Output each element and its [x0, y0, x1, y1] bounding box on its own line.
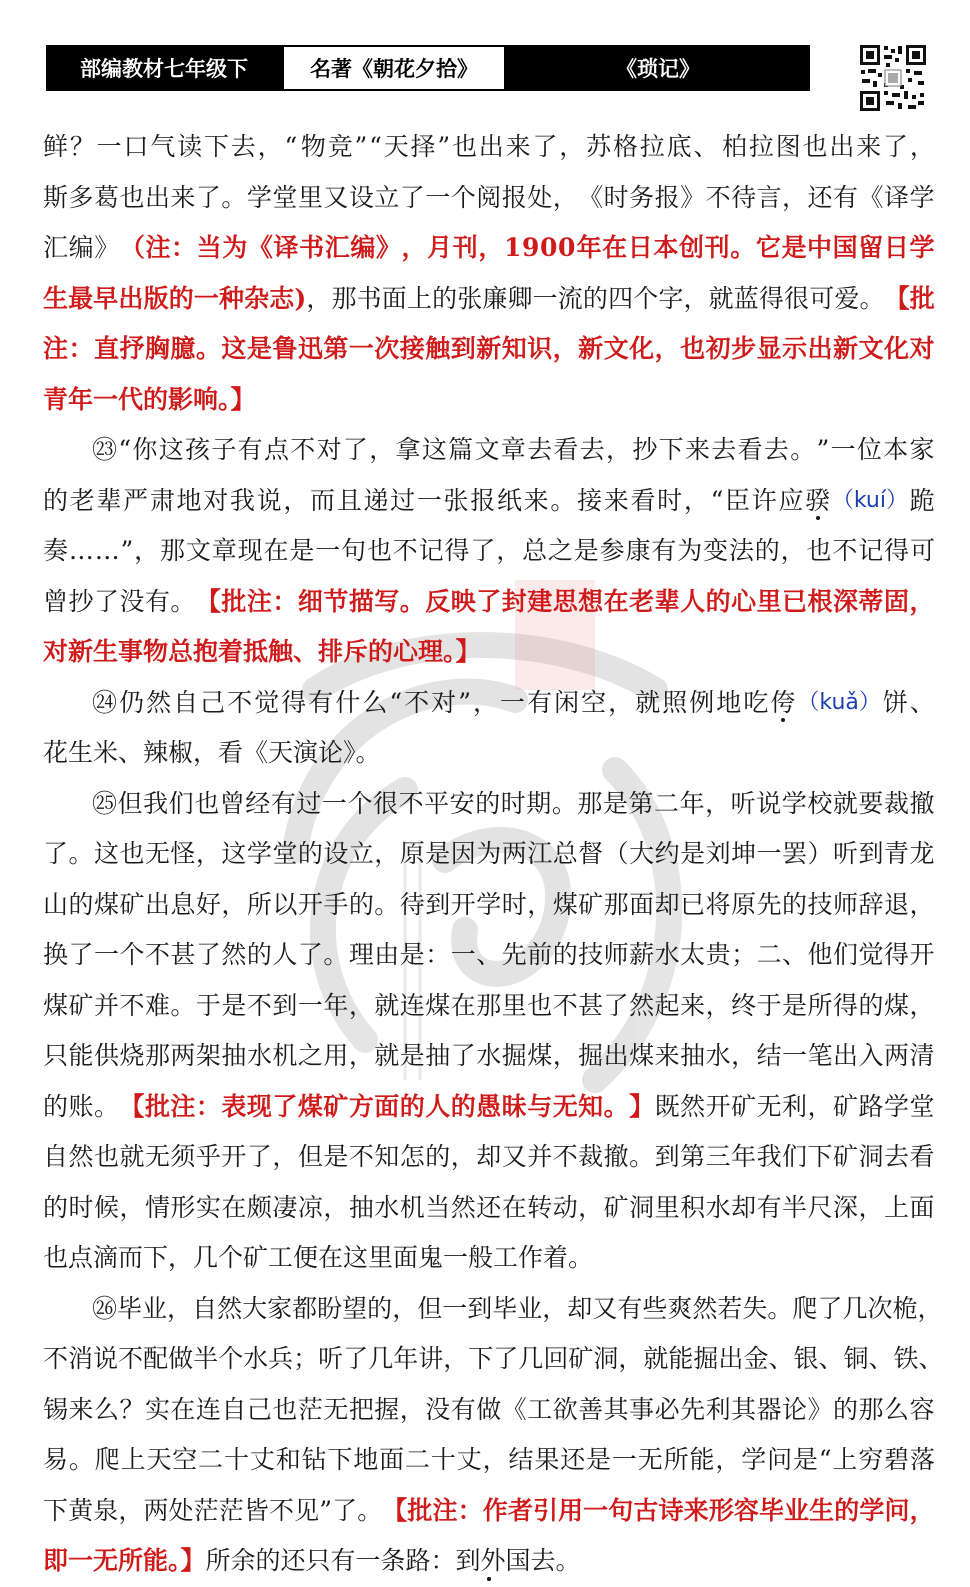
text-line: 注 ： 直 抒 胸 臆 。 这 是 鲁 迅 第 一 次 接 触 到 新 知 识 ， 新 文 化 ， 也 初 步 显 示 出 新 文 化 对: [43, 334, 935, 363]
body-text: 花生米、辣椒，看《天演论》。: [43, 738, 381, 767]
text-line: 奏 … … ” ， 那 文 章 现 在 是 一 句 也 不 记 得 了 ， 总 之 是 参 康 有 为 变 法 的 ， 也 不 记 得 可: [43, 536, 935, 565]
annotation-text: 对新生事物总抱着抵触、排斥的心理。】: [43, 637, 481, 666]
text-line: [43, 1233, 935, 1284]
text-line: 的 账 。 【 批 注 ： 表 现 了 煤 矿 方 面 的 人 的 愚 昧 与 无 知 。 】 既 然 开 矿 无 利 ， 矿 路 学 堂: [43, 1091, 935, 1121]
text-line: 汇 编 》 （ 注 ： 当 为 《 译 书 汇 编 》 ， 月 刊 ， 1 9 0 0 年 在 日 本 创 刊 。 它 是 中 国 留 日 学: [43, 233, 935, 262]
qr-code-icon: [858, 43, 928, 113]
text-line: 生 最 早 出 版 的 一 种 杂 志 ) ， 那 书 面 上 的 张 廉 卿 一 流 的 四 个 字 ， 就 蓝 得 很 可 爱 。 【 批: [43, 283, 935, 313]
header-chapter: 《琐记》: [616, 56, 700, 81]
text-line: 曾 抄 了 没 有 。 【 批 注 ： 细 节 描 写 。 反 映 了 封 建 思 想 在 老 辈 人 的 心 里 已 根 深 蒂 固 ，: [43, 586, 935, 616]
text-line: 只 能 供 烧 那 两 架 抽 水 机 之 用 ， 就 是 抽 了 水 掘 煤 ， 掘 出 煤 来 抽 水 ， 结 一 笔 出 入 两 清: [43, 1041, 935, 1070]
text-line: ㉓ “ 你 这 孩 子 有 点 不 对 了 ， 拿 这 篇 文 章 去 看 去 ， 抄 下 来 去 看 去 。 ” 一 位 本 家: [92, 435, 935, 464]
text-line: 斯 多 葛 也 出 来 了 。 学 堂 里 又 设 立 了 一 个 阅 报 处 ， 《 时 务 报 》 不 待 言 ， 还 有 《 译 学: [43, 182, 935, 212]
text-line: [43, 728, 935, 779]
annotation-text: 即一无所能。】: [43, 1546, 206, 1575]
text-line: 的 时 候 ， 情 形 实 在 颇 凄 凉 ， 抽 水 机 当 然 还 在 转 动 ， 矿 洞 里 积 水 却 有 半 尺 深 ， 上 面: [43, 1192, 935, 1222]
header-bar: [46, 45, 810, 91]
body-text: 所余的还只有一条路：到外国去。: [205, 1546, 581, 1575]
text-line: [43, 375, 935, 426]
text-line: 换 了 一 个 不 甚 了 然 的 人 了 。 理 由 是 ： 一 、 先 前 的 技 师 薪 水 太 贵 ； 二 、 他 们 觉 得 开: [43, 940, 935, 969]
text-line: 鲜 ？ 一 口 气 读 下 去 ， “ 物 竞 ” “ 天 择 ” 也 出 来 了 ， 苏 格 拉 底 、 柏 拉 图 也 出 来 了 ，: [43, 132, 935, 161]
annotation-text: 青年一代的影响。】: [43, 384, 256, 414]
text-line: ㉕ 但 我 们 也 曾 经 有 过 一 个 很 不 平 安 的 时 期 。 那 是 第 二 年 ， 听 说 学 校 就 要 裁 撤: [92, 788, 935, 818]
text-line: 煤 矿 并 不 难 。 于 是 不 到 一 年 ， 就 连 煤 在 那 里 也 不 甚 了 然 起 来 ， 终 于 是 所 得 的 煤 ，: [43, 990, 935, 1020]
text-line: 山 的 煤 矿 出 息 好 ， 所 以 开 手 的 。 待 到 开 学 时 ， 煤 矿 那 面 却 已 将 原 先 的 技 师 辞 退 ，: [43, 889, 935, 919]
text-line: 自 然 也 就 无 须 乎 开 了 ， 但 是 不 知 怎 的 ， 却 又 并 不 裁 撤 。 到 第 三 年 我 们 下 矿 洞 去 看: [43, 1142, 935, 1171]
text-line: [43, 627, 935, 678]
text-line: ㉔ 仍 然 自 己 不 觉 得 有 什 么 “ 不 对 ” ， 一 有 闲 空 ， 就 照 例 地 吃 侉 （kuǎ） 饼 、: [43, 678, 935, 729]
header-book: 名著《朝花夕拾》: [282, 45, 506, 91]
text-line: 锡 来 么 ？ 实 在 连 自 己 也 茫 无 把 握 ， 没 有 做 《 工 欲 善 其 事 必 先 利 其 器 论 》 的 那 么 容: [43, 1394, 935, 1424]
header-grade: 部编教材七年级下: [80, 56, 248, 81]
text-line: 下 黄 泉 ， 两 处 茫 茫 皆 不 见 ” 了 。 【 批 注 ： 作 者 引 用 一 句 古 诗 来 形 容 毕 业 生 的 学 问 ，: [43, 1495, 935, 1525]
text-line: ㉖ 毕 业 ， 自 然 大 家 都 盼 望 的 ， 但 一 到 毕 业 ， 却 又 有 些 爽 然 若 失 。 爬 了 几 次 桅 ，: [92, 1293, 943, 1323]
document-body: [43, 122, 944, 1587]
text-line: 的 老 辈 严 肃 地 对 我 说 ， 而 且 递 过 一 张 报 纸 来 。 接 来 看 时 ， “ 臣 许 应 骙 （kuí） 跪: [43, 476, 935, 527]
text-line: 不 消 说 不 配 做 半 个 水 兵 ； 听 了 几 年 讲 ， 下 了 几 回 矿 洞 ， 就 能 掘 出 金 、 银 、 铜 、 铁 、: [43, 1344, 944, 1373]
body-text: 也点滴而下，几个矿工便在这里面鬼一般工作着。: [43, 1243, 594, 1272]
text-line: 易 。 爬 上 天 空 二 十 丈 和 钻 下 地 面 二 十 丈 ， 结 果 还 是 一 无 所 能 ， 学 问 是 “ 上 穷 碧 落: [43, 1445, 935, 1474]
text-line: 了 。 这 也 无 怪 ， 这 学 堂 的 设 立 ， 原 是 因 为 两 江 总 督 （ 大 约 是 刘 坤 一 罢 ） 听 到 青 龙: [43, 839, 935, 868]
